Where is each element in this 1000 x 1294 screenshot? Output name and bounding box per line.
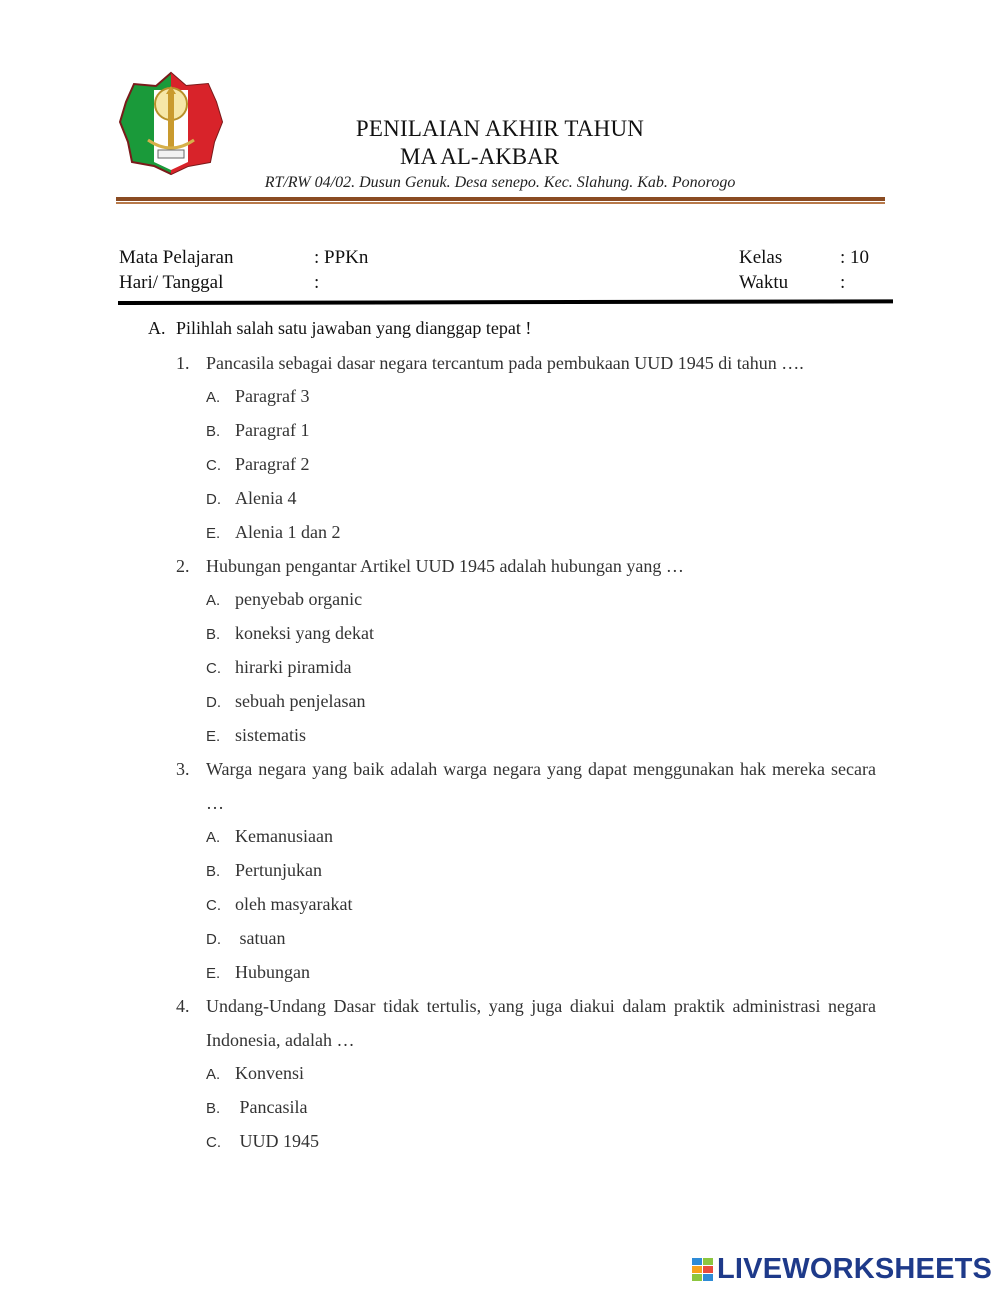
- date-value: :: [314, 272, 320, 293]
- question-2: [176, 549, 876, 583]
- header-divider: [116, 197, 885, 201]
- option-letter: D.: [206, 491, 221, 508]
- option-text: sebuah penjelasan: [235, 691, 366, 711]
- option-letter: C.: [206, 897, 221, 914]
- q2-option-a[interactable]: [206, 589, 362, 610]
- option-text: penyebab organic: [235, 589, 363, 609]
- header-divider-thin: [116, 202, 885, 204]
- option-letter: A.: [206, 829, 221, 846]
- option-letter: A.: [206, 389, 221, 406]
- q2-option-e[interactable]: [206, 725, 306, 746]
- page-title: PENILAIAN AKHIR TAHUN: [355, 116, 645, 141]
- option-letter: A.: [206, 1066, 221, 1083]
- option-text: koneksi yang dekat: [235, 623, 374, 643]
- question-text: Warga negara yang baik adalah warga negara yang dapat menggunakan hak mereka secara …: [206, 759, 876, 813]
- q4-option-a[interactable]: [206, 1063, 304, 1084]
- question-number: 1.: [176, 353, 190, 373]
- option-letter: B.: [206, 863, 221, 880]
- class-label: Kelas: [739, 247, 783, 268]
- option-letter: D.: [206, 931, 221, 948]
- question-number: 3.: [176, 759, 190, 779]
- question-text: Pancasila sebagai dasar negara tercantum pada pembukaan UUD 1945 di tahun ….: [206, 353, 804, 373]
- option-text: UUD 1945: [235, 1131, 319, 1151]
- info-divider: [118, 299, 893, 305]
- q1-option-c[interactable]: [206, 454, 309, 475]
- section-text: Pilihlah salah satu jawaban yang dianggap tepat !: [176, 318, 532, 338]
- class-value: : 10: [840, 247, 870, 268]
- option-text: Pancasila: [235, 1097, 308, 1117]
- option-text: sistematis: [235, 725, 306, 745]
- date-label: Hari/ Tanggal: [119, 272, 224, 293]
- time-label: Waktu: [739, 272, 789, 293]
- q1-option-b[interactable]: [206, 420, 309, 441]
- option-letter: C.: [206, 1134, 221, 1151]
- school-address: RT/RW 04/02. Dusun Genuk. Desa senepo. Kec. Slahung. Kab. Ponorogo: [264, 174, 736, 191]
- option-text: Paragraf 2: [235, 454, 310, 474]
- q3-option-a[interactable]: [206, 826, 333, 847]
- option-letter: B.: [206, 626, 221, 643]
- liveworksheets-text: LIVEWORKSHEETS: [717, 1253, 993, 1285]
- option-letter: C.: [206, 660, 221, 677]
- option-text: Paragraf 3: [235, 386, 310, 406]
- question-number: 4.: [176, 996, 190, 1016]
- q1-option-a[interactable]: [206, 386, 309, 407]
- option-text: satuan: [235, 928, 286, 948]
- option-text: oleh masyarakat: [235, 894, 353, 914]
- q3-option-d[interactable]: [206, 928, 285, 949]
- q3-option-c[interactable]: [206, 894, 352, 915]
- section-letter: A.: [148, 318, 166, 338]
- question-number: 2.: [176, 556, 190, 576]
- option-text: Paragraf 1: [235, 420, 310, 440]
- option-letter: D.: [206, 694, 221, 711]
- q2-option-d[interactable]: [206, 691, 365, 712]
- option-text: Konvensi: [235, 1063, 304, 1083]
- q4-option-c[interactable]: [206, 1131, 319, 1152]
- option-letter: C.: [206, 457, 221, 474]
- option-letter: E.: [206, 525, 221, 542]
- section-instruction: [148, 318, 531, 339]
- q3-option-e[interactable]: [206, 962, 310, 983]
- question-text: Hubungan pengantar Artikel UUD 1945 adalah hubungan yang …: [206, 556, 684, 576]
- option-text: Hubungan: [235, 962, 310, 982]
- q1-option-d[interactable]: [206, 488, 296, 509]
- question-text: Undang-Undang Dasar tidak tertulis, yang juga diakui dalam praktik administrasi negara Indonesia, adalah …: [206, 996, 876, 1050]
- option-letter: A.: [206, 592, 221, 609]
- question-4: [176, 989, 876, 1057]
- q2-option-b[interactable]: [206, 623, 374, 644]
- option-letter: B.: [206, 1100, 221, 1117]
- subject-value: : PPKn: [314, 247, 369, 268]
- option-letter: B.: [206, 423, 221, 440]
- school-name: MA AL-AKBAR: [400, 144, 560, 169]
- question-3: [176, 752, 876, 820]
- option-text: hirarki piramida: [235, 657, 352, 677]
- q2-option-c[interactable]: [206, 657, 351, 678]
- option-letter: E.: [206, 728, 221, 745]
- q3-option-b[interactable]: [206, 860, 322, 881]
- subject-label: Mata Pelajaran: [119, 247, 234, 268]
- option-text: Pertunjukan: [235, 860, 322, 880]
- q4-option-b[interactable]: [206, 1097, 307, 1118]
- option-text: Alenia 4: [235, 488, 297, 508]
- liveworksheets-logo-icon: [692, 1258, 714, 1282]
- time-value: :: [840, 272, 846, 293]
- option-letter: E.: [206, 965, 221, 982]
- q1-option-e[interactable]: [206, 522, 340, 543]
- question-1: [176, 346, 876, 380]
- liveworksheets-watermark[interactable]: [692, 1252, 992, 1286]
- option-text: Kemanusiaan: [235, 826, 333, 846]
- option-text: Alenia 1 dan 2: [235, 522, 341, 542]
